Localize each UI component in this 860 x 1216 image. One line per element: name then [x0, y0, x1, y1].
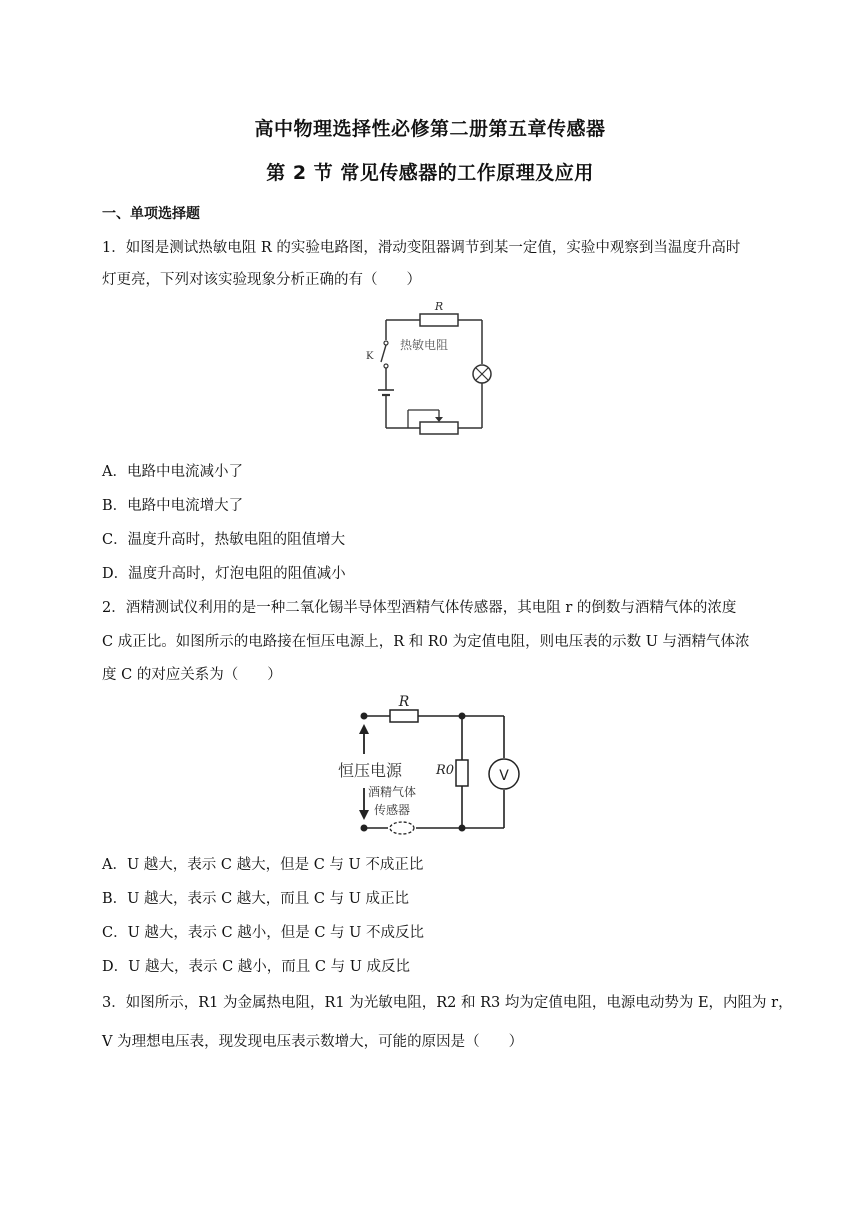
q1-fig-label-r: R [434, 300, 444, 313]
document-subtitle: 第 2 节 常见传感器的工作原理及应用 [266, 162, 594, 184]
q1-option-d: D．温度升高时，灯泡电阻的阻值减小 [102, 566, 346, 582]
q2-stem-line1: 2．酒精测试仪利用的是一种二氧化锡半导体型酒精气体传感器，其电阻 r 的倒数与酒精气体的浓度 [102, 600, 737, 616]
q2-circuit-figure [332, 690, 532, 842]
sensor-icon [390, 822, 414, 834]
q1-fig-label-k: K [366, 351, 374, 362]
q1-stem-line1: 1．如图是测试热敏电阻 R 的实验电路图，滑动变阻器调节到某一定值，实验中观察到当温度升高时 [102, 240, 741, 256]
q1-option-b: B．电路中电流增大了 [102, 498, 244, 514]
resistor-r [420, 314, 458, 326]
q2-option-c: C．U 越大，表示 C 越小，但是 C 与 U 不成反比 [102, 925, 424, 941]
q1-stem-line2: 灯更亮，下列对该实验现象分析正确的有（ ） [102, 272, 421, 288]
q2-option-d: D．U 越大，表示 C 越小，而且 C 与 U 成反比 [102, 959, 411, 975]
resistor-r0 [456, 760, 468, 786]
q1-option-c: C．温度升高时，热敏电阻的阻值增大 [102, 532, 346, 548]
q2-fig-label-r0: R0 [436, 763, 455, 778]
q3-stem-line1: 3．如图所示，R1 为金属热电阻，R1 为光敏电阻，R2 和 R3 均为定值电阻，电源电动势为 E，内阻为 r， [102, 995, 793, 1011]
q2-fig-label-sensor2: 传感器 [374, 803, 411, 817]
q2-fig-label-sensor1: 酒精气体 [368, 785, 417, 799]
q1-fig-label-thermistor: 热敏电阻 [400, 338, 449, 352]
section-heading: 一、单项选择题 [102, 206, 200, 222]
q2-option-a: A．U 越大，表示 C 越大，但是 C 与 U 不成正比 [102, 857, 424, 873]
q1-circuit-figure [360, 298, 498, 444]
document-title: 高中物理选择性必修第二册第五章传感器 [254, 118, 606, 140]
resistor-r [390, 710, 418, 722]
q2-fig-label-v: V [499, 768, 509, 784]
q3-stem-line2: V 为理想电压表，现发现电压表示数增大，可能的原因是（ ） [102, 1034, 524, 1050]
q1-option-a: A．电路中电流减小了 [102, 464, 243, 480]
q2-fig-label-r: R [398, 694, 410, 710]
q2-option-b: B．U 越大，表示 C 越大，而且 C 与 U 成正比 [102, 891, 410, 907]
q2-stem-line2: C 成正比。如图所示的电路接在恒压电源上，R 和 R0 为定值电阻，则电压表的示数 U 与酒精气体浓 [102, 634, 750, 650]
q2-stem-line3: 度 C 的对应关系为（ ） [102, 667, 282, 683]
q2-fig-label-source: 恒压电源 [338, 761, 403, 780]
rheostat [420, 422, 458, 434]
